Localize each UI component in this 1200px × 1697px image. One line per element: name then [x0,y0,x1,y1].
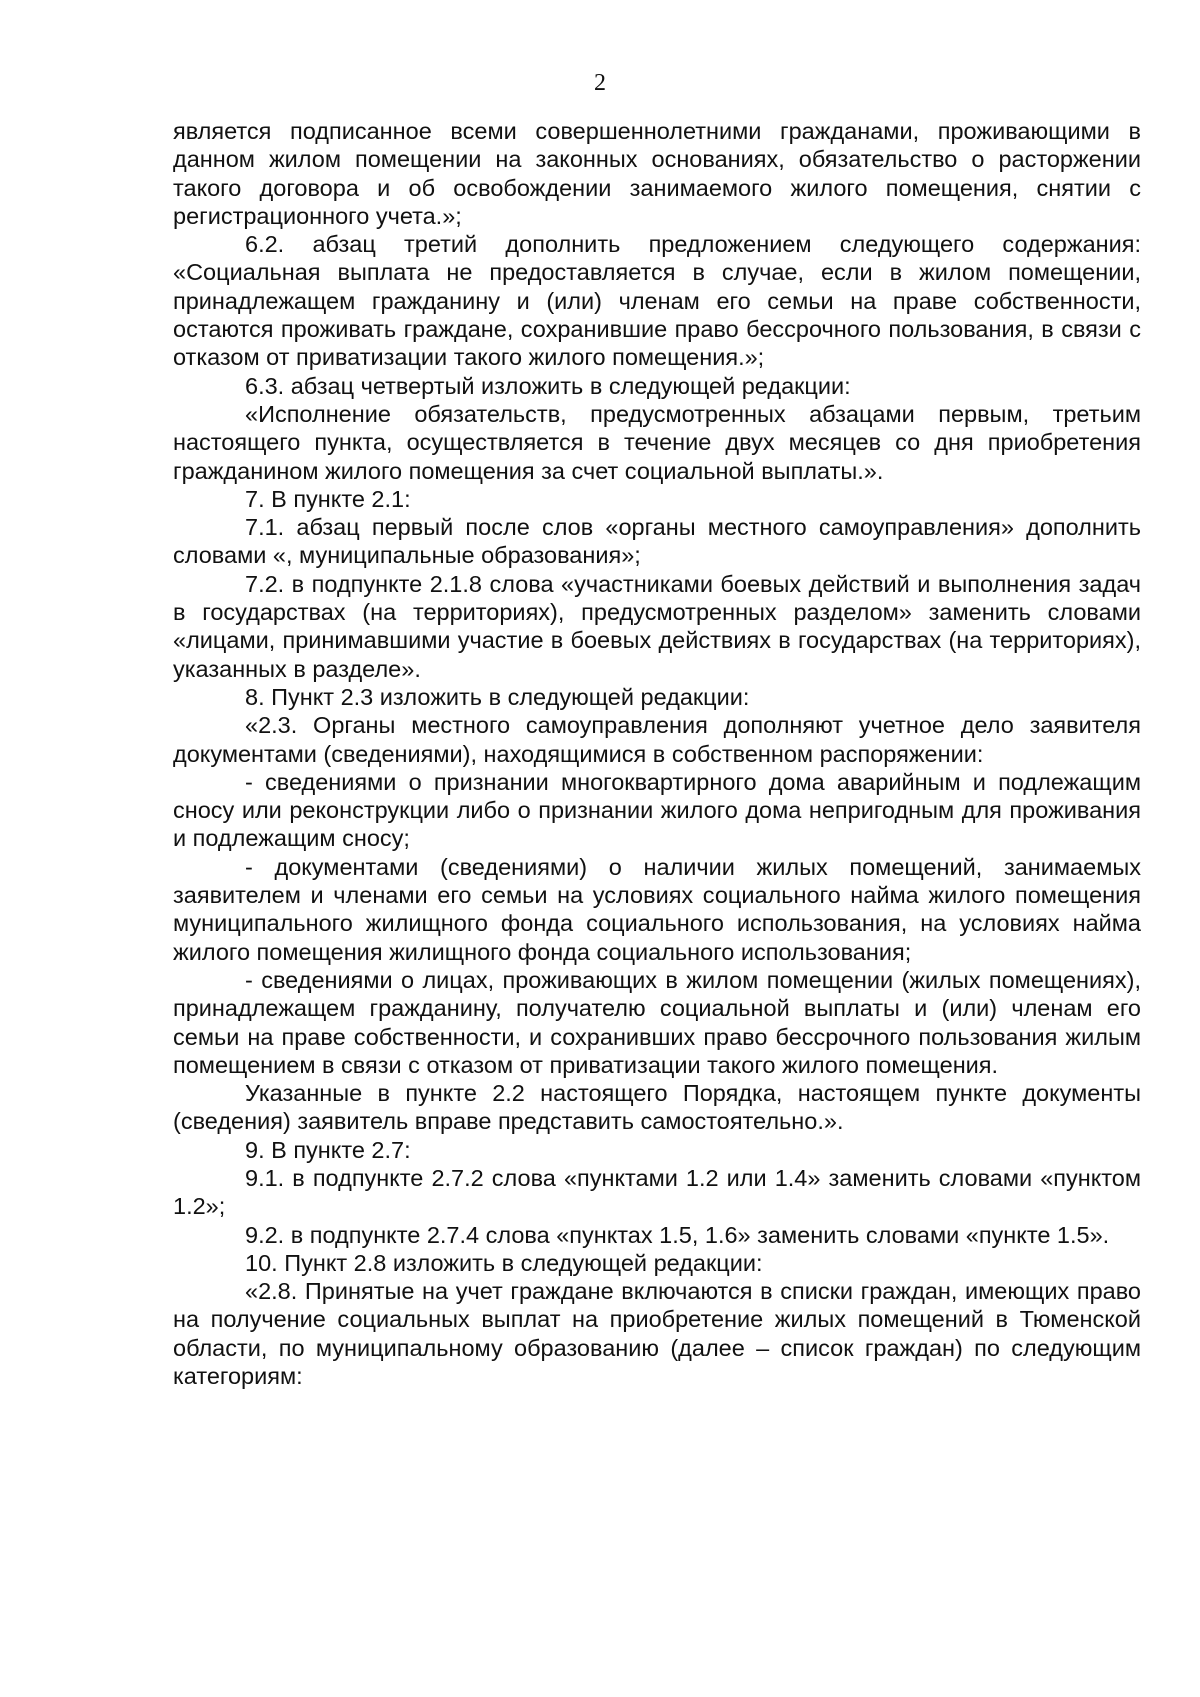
paragraph: Указанные в пункте 2.2 настоящего Порядка, настоящем пункте документы (сведения) заявитель вправе представить самостоятельно.». [173,1080,1141,1135]
paragraph: «2.8. Принятые на учет граждане включаются в списки граждан, имеющих право на получение социальных выплат на приобретение жилых помещений в Тюменской области, по муниципальному образованию (далее – список граждан) по следующим категориям: [173,1278,1141,1390]
paragraph: «Исполнение обязательств, предусмотренных абзацами первым, третьим настоящего пункта, осуществляется в течение двух месяцев со дня приобретения гражданином жилого помещения за счет социальной выплаты.». [173,400,1141,484]
paragraph: - сведениями о лицах, проживающих в жилом помещении (жилых помещениях), принадлежащем гражданину, получателю социальной выплаты и (или) членам его семьи на праве собственности, и сохранивших право бессрочного пользования жилым помещением в связи с отказом от приватизации такого жилого помещения. [173,966,1141,1078]
page-number: 2 [594,70,606,96]
paragraph: 9.2. в подпункте 2.7.4 слова «пунктах 1.5, 1.6» заменить словами «пункте 1.5». [245,1221,1110,1248]
paragraph: 9. В пункте 2.7: [245,1136,411,1163]
paragraph: 8. Пункт 2.3 изложить в следующей редакции: [245,683,750,710]
paragraph: 10. Пункт 2.8 изложить в следующей редакции: [245,1249,763,1276]
document-body [173,117,1141,1390]
paragraph: - сведениями о признании многоквартирного дома аварийным и подлежащим сносу или реконструкции либо о признании жилого дома непригодным для проживания и подлежащим сносу; [173,768,1141,852]
paragraph: является подписанное всеми совершеннолетними гражданами, проживающими в данном жилом помещении на законных основаниях, обязательство о расторжении такого договора и об освобождении занимаемого жилого помещения, снятии с регистрационного учета.»; [173,118,1141,229]
paragraph: 7. В пункте 2.1: [245,485,411,512]
paragraph: 6.3. абзац четвертый изложить в следующей редакции: [245,372,851,399]
paragraph: 7.2. в подпункте 2.1.8 слова «участниками боевых действий и выполнения задач в государствах (на территориях), предусмотренных разделом» заменить словами «лицами, принимавшими участие в боевых действиях в государствах (на территориях), указанных в разделе». [173,570,1141,682]
paragraph: 7.1. абзац первый после слов «органы местного самоуправления» дополнить словами «, муниципальные образования»; [173,514,1141,569]
paragraph: 6.2. абзац третий дополнить предложением следующего содержания: «Социальная выплата не предоставляется в случае, если в жилом помещении, принадлежащем гражданину и (или) членам его семьи на праве собственности, остаются проживать граждане, сохранившие право бессрочного пользования, в связи с отказом от приватизации такого жилого помещения.»; [173,231,1141,371]
paragraph: - документами (сведениями) о наличии жилых помещений, занимаемых заявителем и членами его семьи на условиях социального найма жилого помещения муниципального жилищного фонда социального использования, на условиях найма жилого помещения жилищного фонда социального использования; [173,853,1141,965]
paragraph: 9.1. в подпункте 2.7.2 слова «пунктами 1.2 или 1.4» заменить словами «пунктом 1.2»; [173,1164,1141,1220]
paragraph: «2.3. Органы местного самоуправления дополняют учетное дело заявителя документами (сведениями), находящимися в собственном распоряжении: [173,712,1141,767]
